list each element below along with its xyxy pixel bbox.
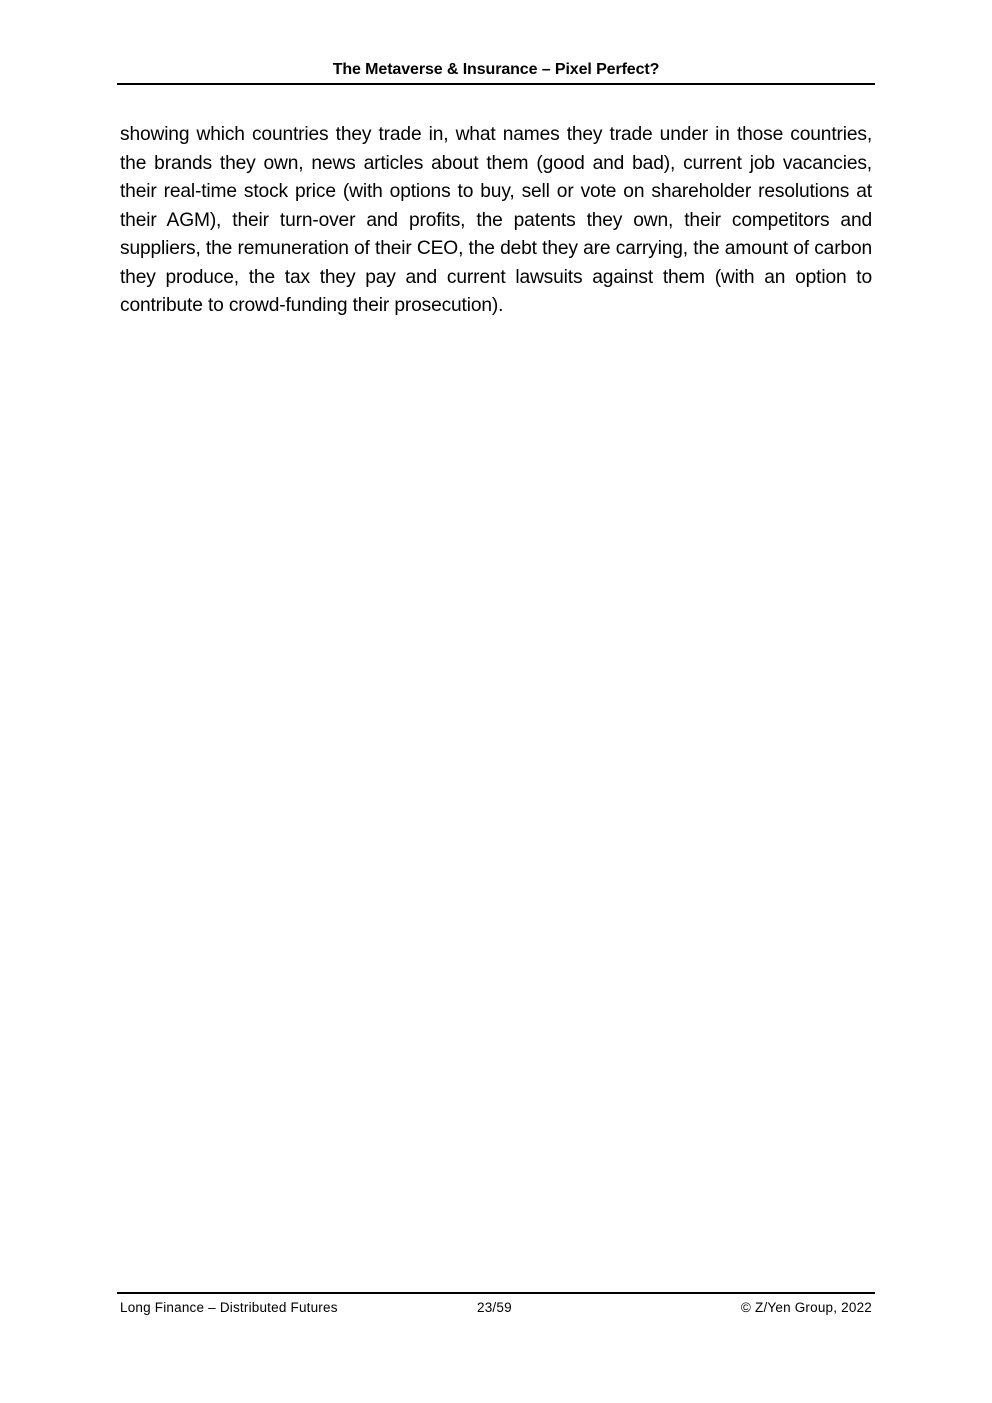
footer-page-number: 23/59 — [477, 1300, 512, 1315]
page-header — [117, 58, 875, 85]
page-footer — [117, 1292, 875, 1320]
body-paragraph: showing which countries they trade in, what names they trade under in those countries, the brands they own, news articles about them (good and bad), current job vacancies, their real-time stock price (with options to buy, sell or vote on shareholder resolutions at their AGM), their turn-over and profits, the patents they own, their competitors and suppliers, the remuneration of their CEO, the debt they are carrying, the amount of carbon they produce, the tax they pay and current lawsuits against them (with an option to contribute to crowd-funding their prosecution). — [120, 124, 872, 316]
footer-publication: Long Finance – Distributed Futures — [120, 1300, 338, 1315]
page-header-title: The Metaverse & Insurance – Pixel Perfect? — [332, 61, 660, 78]
footer-copyright: © Z/Yen Group, 2022 — [740, 1300, 872, 1315]
